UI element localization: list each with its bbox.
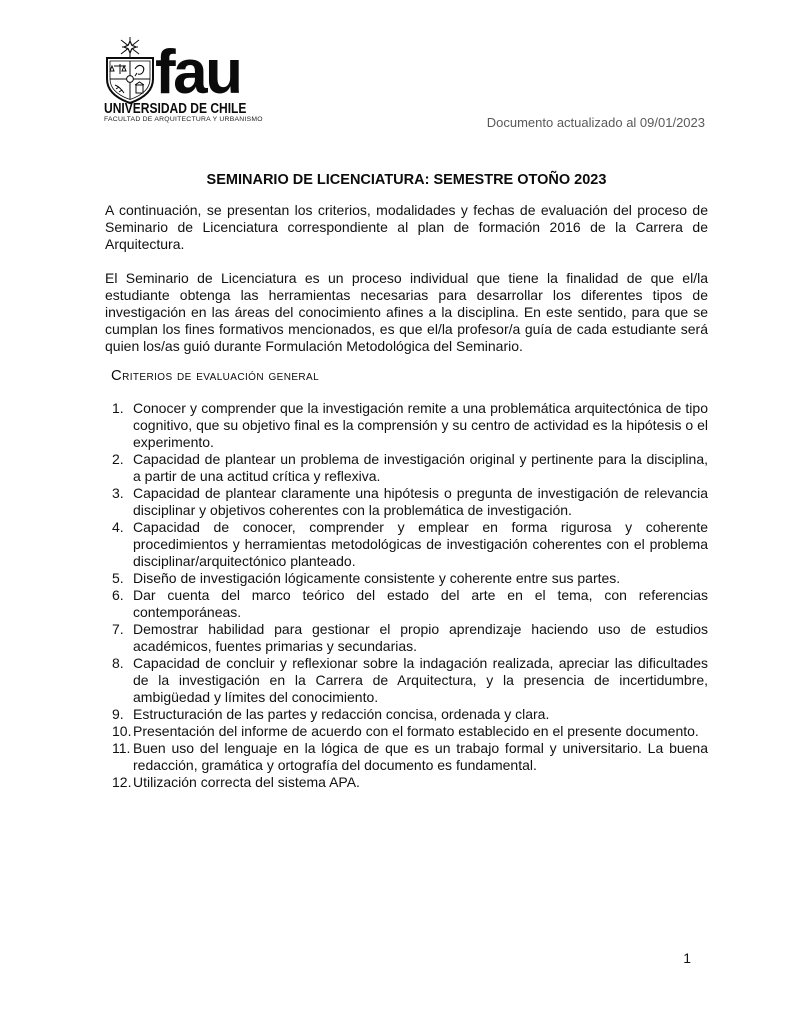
criteria-item-text: Buen uso del lenguaje en la lógica de que es un trabajo formal y universitario. La buena redacción, gramática y ortografía del documento es fundamental.	[133, 740, 708, 773]
fau-logotype: fau	[155, 38, 241, 107]
criteria-item-text: Capacidad de plantear claramente una hipótesis o pregunta de investigación de relevancia disciplinar y objetivos coherentes con la problemática de investigación.	[133, 485, 708, 518]
criteria-item-text: Capacidad de plantear un problema de investigación original y pertinente para la disciplina, a partir de una actitud crítica y reflexiva.	[133, 451, 708, 484]
description-paragraph: El Seminario de Licenciatura es un proceso individual que tiene la finalidad de que el/la estudiante obtenga las herramientas necesarias para desarrollar los diferentes tipos de investigación en las áreas del conocimiento afines a la disciplina. En este sentido, para que se cumplan los fines formativos mencionados, es que el/la profesor/a guía de cada estudiante será quien los/as guió durante Formulación Metodológica del Seminario.	[105, 270, 708, 354]
criteria-item-text: Diseño de investigación lógicamente consistente y coherente entre sus partes.	[133, 570, 621, 586]
criteria-list	[105, 400, 708, 791]
criteria-item-number: 10.	[112, 723, 132, 739]
criteria-item-text: Utilización correcta del sistema APA.	[133, 774, 360, 790]
criteria-item-number: 7.	[112, 621, 124, 637]
criteria-item	[105, 451, 708, 485]
faculty-name: FACULTAD DE ARQUITECTURA Y URBANISMO	[104, 116, 263, 123]
criteria-item-number: 3.	[112, 485, 124, 501]
criteria-item-text: Presentación del informe de acuerdo con el formato establecido en el presente documento.	[133, 723, 699, 739]
intro-paragraph: A continuación, se presentan los criterios, modalidades y fechas de evaluación del proceso de Seminario de Licenciatura correspondiente al plan de formación 2016 de la Carrera de Arquitectura.	[105, 202, 708, 252]
criteria-item-text: Dar cuenta del marco teórico del estado del arte en el tema, con referencias contemporáneas.	[133, 587, 708, 620]
document-content	[105, 0, 708, 791]
section-heading-criterios: Criterios de evaluación general	[111, 368, 320, 384]
criteria-item	[105, 723, 708, 740]
criteria-item-text: Capacidad de concluir y reflexionar sobre la indagación realizada, apreciar las dificultades de la investigación en la Carrera de Arquitectura, y la presencia de incertidumbre, ambigüedad y límites del conocimiento.	[133, 655, 708, 705]
criteria-item-number: 11.	[112, 740, 131, 756]
page-number: 1	[683, 950, 691, 966]
criteria-item	[105, 570, 708, 587]
criteria-item	[105, 400, 708, 451]
criteria-item-number: 2.	[112, 451, 124, 467]
criteria-item-number: 8.	[112, 655, 124, 671]
criteria-item-number: 5.	[112, 570, 124, 586]
criteria-item-text: Conocer y comprender que la investigación remite a una problemática arquitectónica de tipo cognitivo, que su objetivo final es la comprensión y su centro de actividad es la hipótesis o el experimento.	[133, 400, 708, 450]
criteria-item-number: 12.	[112, 774, 132, 790]
criteria-item	[105, 655, 708, 706]
criteria-item	[105, 740, 708, 774]
criteria-item-text: Capacidad de conocer, comprender y emplear en forma rigurosa y coherente procedimientos y herramientas metodológicas de investigación coherentes con el problema disciplinar/arquitectónico planteado.	[133, 519, 708, 569]
criteria-item	[105, 621, 708, 655]
criteria-item	[105, 587, 708, 621]
criteria-item	[105, 485, 708, 519]
criteria-item	[105, 519, 708, 570]
criteria-item-number: 4.	[112, 519, 124, 535]
criteria-item	[105, 774, 708, 791]
criteria-item-number: 6.	[112, 587, 124, 603]
criteria-item-text: Demostrar habilidad para gestionar el propio aprendizaje haciendo uso de estudios académicos, fuentes primarias y secundarias.	[133, 621, 708, 654]
university-name: UNIVERSIDAD DE CHILE	[104, 101, 247, 117]
document-title: SEMINARIO DE LICENCIATURA: SEMESTRE OTOÑO 2023	[206, 172, 607, 188]
document-updated-note: Documento actualizado al 09/01/2023	[486, 115, 705, 130]
criteria-item-text: Estructuración de las partes y redacción concisa, ordenada y clara.	[133, 706, 550, 722]
criteria-item	[105, 706, 708, 723]
criteria-item-number: 1.	[112, 400, 124, 416]
criteria-item-number: 9.	[112, 706, 124, 722]
